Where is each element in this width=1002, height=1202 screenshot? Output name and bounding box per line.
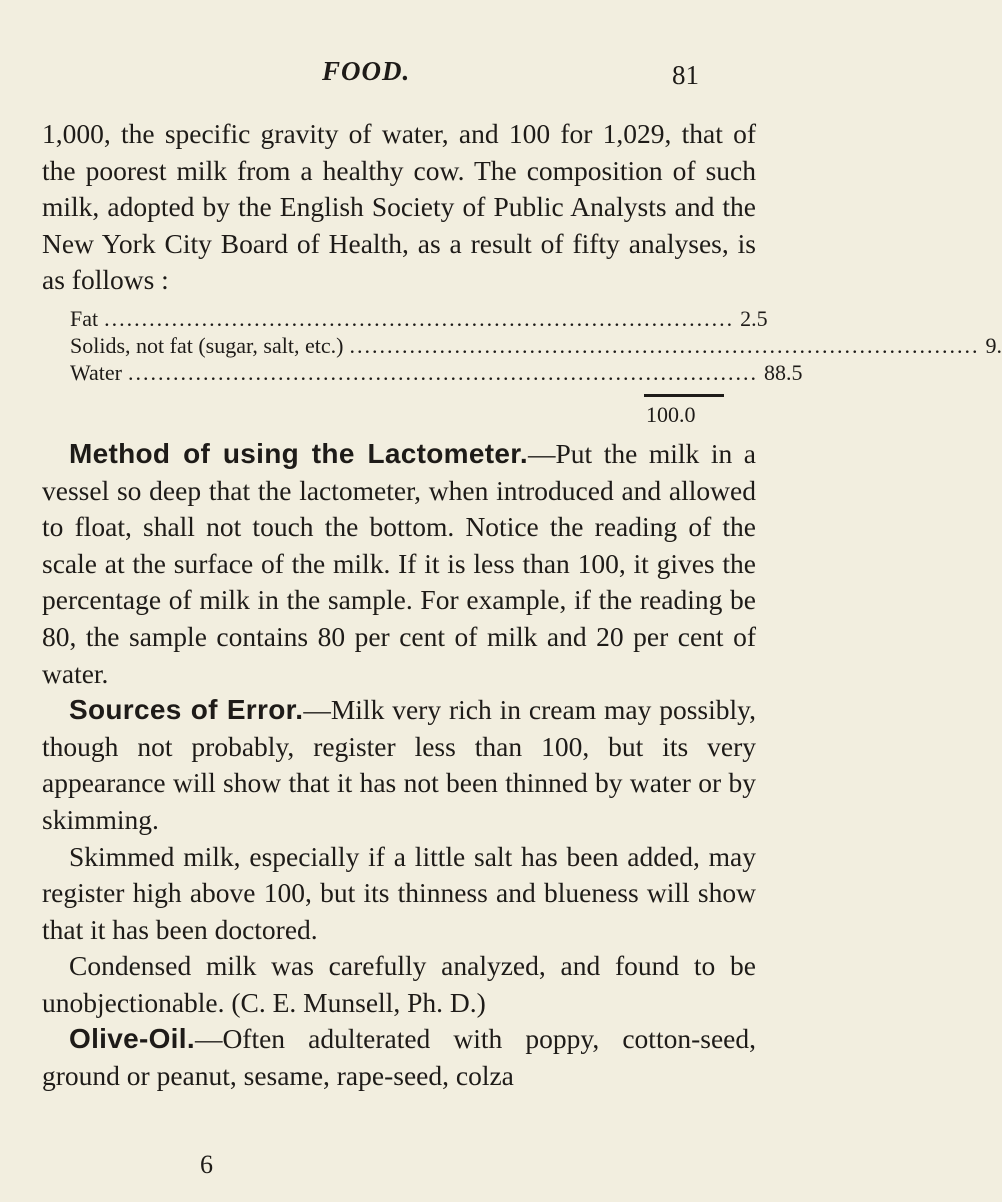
composition-total: 100.0 [646, 401, 696, 427]
dot-leader: .................................................................................... [127, 359, 758, 385]
paragraph-lactometer [42, 436, 756, 692]
paragraph-sources-of-error [42, 692, 756, 838]
composition-row-water [42, 359, 803, 386]
composition-value: 9. [985, 332, 1002, 358]
paragraph-specific-gravity: 1,000, the specific gravity of water, and 100 for 1,029, that of the poorest milk from a healthy cow. The composition of such milk, adopted by the English Society of Public Analysts and the New York City Board of Health, as a result of fifty analyses, is as follows : [42, 118, 756, 296]
paragraph-condensed-milk: Condensed milk was carefully analyzed, and found to be unobjectionable. (C. E. Munsell, Ph. D.) [42, 950, 756, 1018]
page-header [0, 56, 800, 96]
text-lactometer: —Put the milk in a vessel so deep that the lactometer, when introduced and allowed to float, shall not touch the bottom. Notice the reading of the scale at the surface of the milk. If it is less than 100, it gives the percentage of milk in the sample. For example, if the reading be 80, the sample contains 80 per cent of milk and 20 per cent of water. [42, 437, 756, 689]
heading-lactometer: Method of using the Lactometer. [69, 437, 528, 469]
running-head: FOOD. [322, 56, 411, 86]
signature-mark: 6 [200, 1150, 213, 1179]
heading-olive-oil: Olive-Oil. [69, 1023, 195, 1055]
body-text [42, 116, 1002, 1095]
page-number: 81 [672, 60, 699, 90]
composition-label: Fat [70, 305, 99, 331]
composition-value: 2.5 [740, 305, 768, 331]
composition-label: Water [70, 359, 122, 385]
paragraph-skimmed-milk: Skimmed milk, especially if a little salt has been added, may register high above 100, but its thinness and blueness will show that it has been doctored. [42, 840, 756, 945]
composition-row-fat [42, 305, 768, 332]
composition-value: 88.5 [763, 359, 803, 385]
heading-sources-of-error: Sources of Error. [69, 694, 304, 726]
text-olive-oil: —Often adulterated with poppy, cotton-seed, ground or peanut, sesame, rape-seed, colza [42, 1023, 756, 1092]
sum-rule [644, 394, 724, 397]
dot-leader: .................................................................................... [104, 305, 735, 331]
composition-row-solids [42, 332, 1002, 359]
paragraph-olive-oil [42, 1021, 756, 1094]
milk-composition-table [42, 305, 1002, 428]
text-sources-of-error: —Milk very rich in cream may possibly, though not probably, register less than 100, but its very appearance will show that it has not been thinned by water or by skimming. [42, 694, 756, 835]
composition-label: Solids, not fat (sugar, salt, etc.) [70, 332, 344, 358]
dot-leader: .................................................................................... [349, 332, 980, 358]
